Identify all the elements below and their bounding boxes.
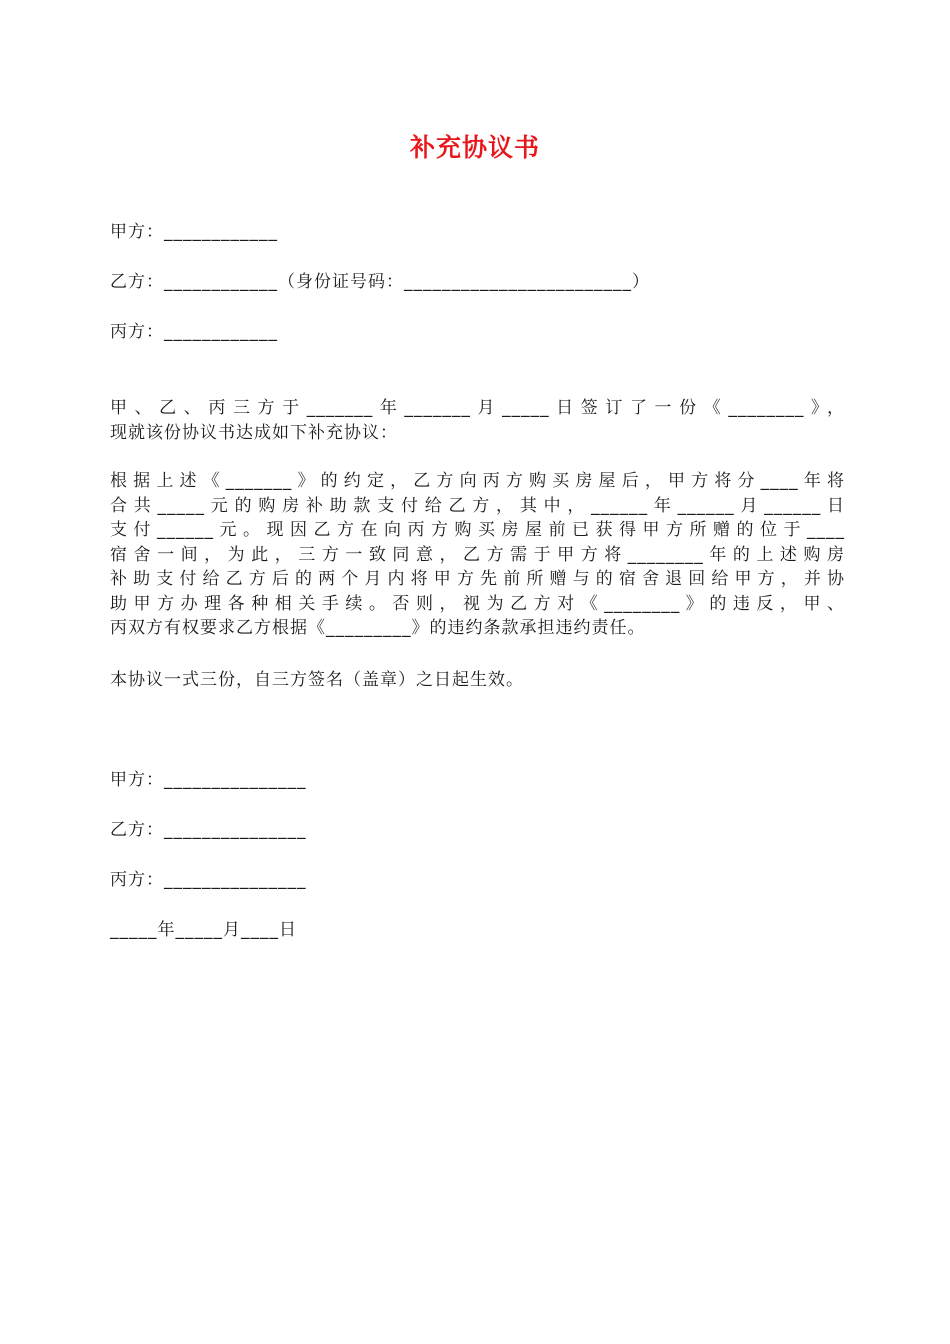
header-party-b: 乙方：____________（身份证号码：________________________） [110, 272, 650, 292]
body-line-3: 支付______元。现因乙方在向丙方购买房屋前已获得甲方所赠的位于____ [110, 520, 845, 540]
header-party-c: 丙方：____________ [110, 322, 278, 342]
intro-line-2: 现就该份协议书达成如下补充协议： [110, 422, 398, 443]
body-line-1: 根据上述《_______》的约定，乙方向丙方购买房屋后，甲方将分____年将 [110, 471, 845, 491]
body-line-2: 合共_____元的购房补助款支付给乙方，其中，______年______月______日 [110, 495, 845, 516]
document-title: 补充协议书 [409, 133, 540, 162]
intro-paragraph [110, 396, 845, 445]
body-line-4: 宿舍一间，为此，三方一致同意，乙方需于甲方将________年的上述购房 [110, 544, 845, 565]
signature-party-c: 丙方：_______________ [110, 870, 307, 890]
body-line-5: 补助支付给乙方后的两个月内将甲方先前所赠与的宿舍退回给甲方，并协 [110, 569, 845, 589]
header-party-a: 甲方：____________ [110, 222, 278, 242]
signature-date: _____年_____月____日 [110, 920, 297, 940]
signature-party-a: 甲方：_______________ [110, 770, 307, 790]
body-line-6: 助甲方办理各种相关手续。否则，视为乙方对《________》的违反，甲、 [110, 593, 845, 614]
body-paragraph [110, 469, 845, 641]
signature-party-b: 乙方：_______________ [110, 820, 307, 840]
body-line-7: 丙双方有权要求乙方根据《_________》的违约条款承担违约责任。 [110, 618, 646, 638]
effect-clause: 本协议一式三份，自三方签名（盖章）之日起生效。 [110, 670, 524, 690]
intro-line-1: 甲、乙、丙三方于_______年_______月_____日签订了一份《________》， [110, 398, 845, 418]
